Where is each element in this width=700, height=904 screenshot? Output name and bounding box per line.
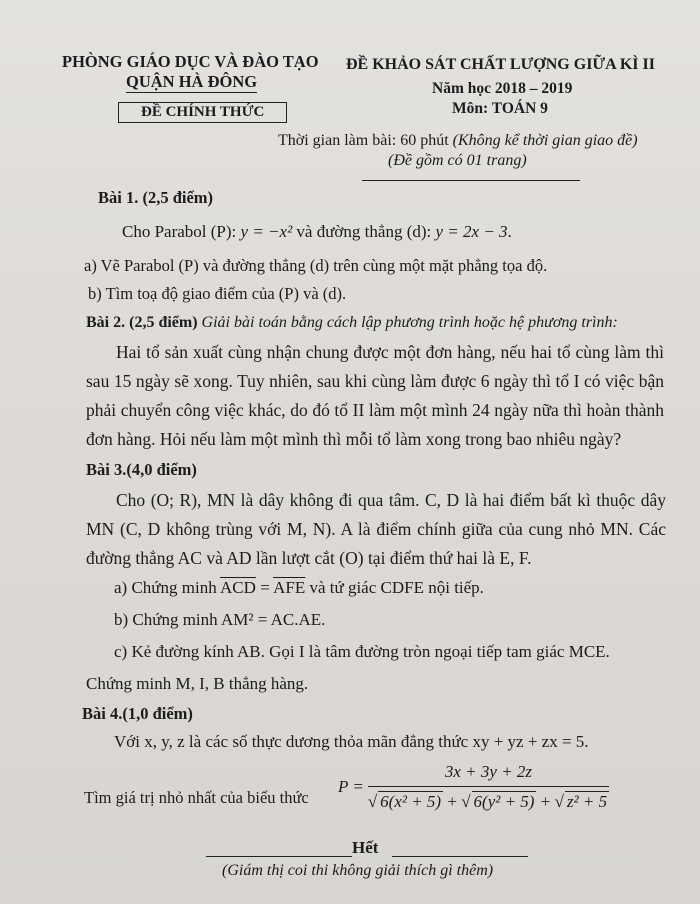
header-rule [362, 180, 580, 181]
plus-sign: + [443, 792, 462, 811]
sqrt-sign: √ [461, 792, 471, 811]
exam-title: ĐỀ KHẢO SÁT CHẤT LƯỢNG GIỮA KÌ II [346, 56, 655, 73]
p-fraction [368, 762, 609, 812]
problem-1-intro-text-2: và đường thẳng (d): [296, 222, 436, 241]
problem-3a-text: a) Chứng minh [114, 578, 221, 597]
problem-2-title-text: Bài 2. (2,5 điểm) [86, 314, 202, 331]
sqrt-sign: √ [367, 792, 378, 811]
problem-2-instruction: Giải bài toán bằng cách lập phương trình hoặc hệ phương trình: [201, 314, 618, 331]
p-label: P = [338, 777, 364, 796]
problem-3-title: Bài 3.(4,0 điểm) [86, 460, 197, 479]
subject: Môn: TOÁN 9 [452, 100, 548, 117]
problem-3b: b) Chứng minh AM² = AC.AE. [114, 610, 326, 629]
problem-3-text: Cho (O; R), MN là dây không đi qua tâm. C, D là hai điểm bất kì thuộc dây MN (C, D không trùng với M, N). A là điểm chính giữa của cung nhỏ MN. Các đường thẳng AC và AD lần lượt cắt (O) tại điểm thứ hai là E, F. [86, 490, 666, 568]
problem-4-title: Bài 4.(1,0 điểm) [82, 704, 193, 723]
problem-1-intro-end: . [507, 222, 512, 241]
proctor-note: (Giám thị coi thi không giải thích gì thêm) [222, 862, 494, 879]
end-marker: Hết [352, 838, 379, 857]
problem-1-intro [122, 222, 512, 242]
problem-3a-text-2: và tứ giác CDFE nội tiếp. [305, 578, 484, 597]
problem-3a [114, 578, 484, 598]
sqrt-term-x: 6(x² + 5) [380, 792, 442, 811]
problem-1-title: Bài 1. (2,5 điểm) [98, 188, 214, 207]
footer-rule-left [206, 856, 352, 857]
angle-acd: $\overline{ACD}$ [220, 578, 256, 597]
parabola-equation: y = −x² [240, 222, 297, 241]
problem-2-text: Hai tổ sản xuất cùng nhận chung được một đơn hàng, nếu hai tổ cùng làm thì sau 15 ngày sẽ xong. Tuy nhiên, sau khi cùng làm được 6 ngày thì tổ I có việc bận phải chuyển công việc khác, do đó tổ II làm một mình 24 ngày nữa thì hoàn thành đơn hàng. Hỏi nếu làm một mình thì mỗi tổ làm xong trong bao nhiêu ngày? [86, 342, 664, 449]
line-equation: y = 2x − 3 [435, 222, 508, 241]
time-limit-note: (Không kể thời gian giao đề) [452, 132, 638, 149]
department-name: PHÒNG GIÁO DỤC VÀ ĐÀO TẠO [62, 52, 319, 71]
equals-sign: = [255, 578, 274, 597]
problem-4-question: Tìm giá trị nhỏ nhất của biểu thức [84, 788, 309, 807]
problem-1-intro-text: Cho Parabol (P): [122, 222, 241, 241]
page-count-note: (Đề gồm có 01 trang) [388, 152, 527, 169]
problem-1a: a) Vẽ Parabol (P) và đường thẳng (d) trên cùng một mặt phẳng tọa độ. [84, 256, 548, 275]
sqrt-term-y: 6(y² + 5) [473, 792, 535, 811]
time-limit-text: Thời gian làm bài: 60 phút [278, 132, 453, 149]
problem-2-title [86, 314, 618, 332]
angle-afe: $\overline{AFE}$ [273, 578, 306, 597]
sqrt-term-z: z² + 5 [566, 792, 608, 811]
expression-p [338, 762, 609, 812]
problem-3c-line1: c) Kẻ đường kính AB. Gọi I là tâm đường tròn ngoại tiếp tam giác MCE. [114, 642, 610, 661]
sqrt-sign: √ [554, 792, 564, 811]
problem-4-condition: Với x, y, z là các số thực dương thỏa mãn đẳng thức xy + yz + zx = 5. [114, 732, 589, 751]
p-numerator: 3x + 3y + 2z [368, 762, 609, 787]
problem-3c-line2: Chứng minh M, I, B thẳng hàng. [86, 674, 309, 693]
plus-sign: + [536, 792, 555, 811]
footer-rule-right [392, 856, 528, 857]
p-denominator [368, 787, 609, 812]
problem-1b: b) Tìm toạ độ giao điểm của (P) và (d). [88, 284, 347, 303]
district-name: QUẬN HÀ ĐÔNG [126, 72, 258, 91]
official-exam-label: ĐỀ CHÍNH THỨC [118, 102, 287, 123]
school-year: Năm học 2018 – 2019 [432, 80, 573, 97]
time-limit [278, 132, 638, 150]
